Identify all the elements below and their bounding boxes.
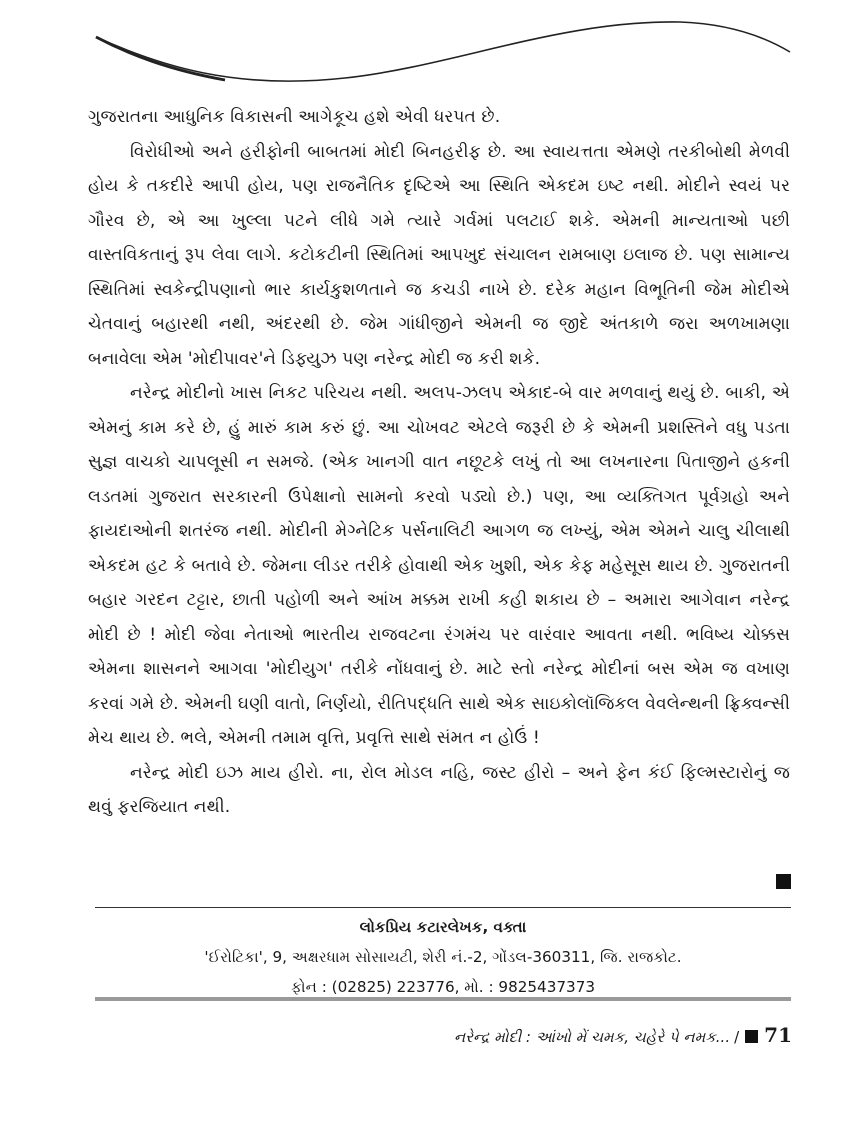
author-address: 'ઈરોટિકા', 9, અક્ષરધામ સોસાયટી, શેરી નં.-2, ગોંડલ-360311, જિ. રાજકોટ. [204,948,682,966]
top-wave-ornament [0,0,858,110]
author-info [95,912,791,1002]
footer-square-icon [745,1030,758,1043]
article-body [88,100,790,825]
paragraph-hero: નરેન્દ્ર મોદી ઇઝ માય હીરો. ના, રોલ મોડલ નહિ, જસ્ટ હીરો – અને ફેન કંઈ ફિલ્મસ્ટારોનું જ થવું ફરજિયાત નથી. [88,762,790,817]
paragraph-acquaintance: નરેન્દ્ર મોદીનો ખાસ નિકટ પરિચય નથી. અલપ-ઝલપ એકાદ-બે વાર મળવાનું થયું છે. બાકી, એ એમનું કામ કરે છે, હું મારું કામ કરું છું. આ ચોખવટ એટલે જરૂરી છે કે એમની પ્રશસ્તિને વધુ પડતા સુજ્ઞ વાચકો ચાપલૂસી ન સમજે. (એક ખાનગી વાત નછૂટકે લખું તો આ લખનારના પિતાજીને હકની લડતમાં ગુજરાત સરકારની ઉપેક્ષાનો સામનો કરવો પડ્યો છે.) પણ, આ વ્યક્તિગત પૂર્વગ્રહો અને ફાયદાઓની શતરંજ નથી. મોદીની મેગ્નેટિક પર્સનાલિટી આગળ જ લખ્યું, એમ એમને ચાલુ ચીલાથી એકદમ હટ કે બતાવે છે. જેમના લીડર તરીકે હોવાથી એક ખુશી, એક કેફ મહેસૂસ થાય છે. ગુજરાતની બહાર ગરદન ટટ્ટાર, છાતી પહોળી અને આંખ મક્કમ રાખી કહી શકાય છે – અમારા આગેવાન નરેન્દ્ર મોદી છે ! મોદી જેવા નેતાઓ ભારતીય રાજવટના રંગમંચ પર વારંવાર આવતા નથી. ભવિષ્ય ચોક્કસ એમના શાસનને આગવા 'મોદીયુગ' તરીકે નોંધવાનું છે. માટે સ્તો નરેન્દ્ર મોદીનાં બસ એમ જ વખાણ કરવાં ગમે છે. એમની ઘણી વાતો, નિર્ણયો, રીતિપદ્ધતિ સાથે એક સાઇકોલૉજિકલ વેવલેન્થની ફ્રિક્વન્સી મેચ થાય છે. ભલે, એમની તમામ વૃત્તિ, પ્રવૃત્તિ સાથે સંમત ન હોઉં ! [88,383,790,748]
paragraph-continuation: ગુજરાતના આધુનિક વિકાસની આગેકૂચ હશે એવી ધરપત છે. [88,107,501,127]
end-of-article-square-icon [776,874,791,889]
author-title: લોકપ્રિય કટારલેખક, વક્તા [359,918,527,936]
footer-separator: / [734,1028,740,1046]
author-divider-top [95,907,791,908]
page-footer [454,1022,792,1050]
running-title: નરેન્દ્ર મોદી : આંખો મેં ચમક, ચહેરે પે નમક... [454,1028,731,1046]
paragraph-opponents: વિરોધીઓ અને હરીફોની બાબતમાં મોદી બિનહરીફ છે. આ સ્વાયત્તતા એમણે તરકીબોથી મેળવી હોય કે તકદીરે આપી હોય, પણ રાજનૈતિક દૃષ્ટિએ આ સ્થિતિ એકદમ ઇષ્ટ નથી. મોદીને સ્વયં પર ગૌરવ છે, એ આ ખુલ્લા પટને લીધે ગમે ત્યારે ગર્વમાં પલટાઈ શકે. એમની માન્યતાઓ પછી વાસ્તવિકતાનું રૂપ લેવા લાગે. કટોકટીની સ્થિતિમાં આપખુદ સંચાલન રામબાણ ઇલાજ છે. પણ સામાન્ય સ્થિતિમાં સ્વકેન્દ્રીપણાનો ભાર કાર્યકુશળતાને જ કચડી નાખે છે. દરેક મહાન વિભૂતિની જેમ મોદીએ ચેતવાનું બહારથી નથી, અંદરથી છે. જેમ ગાંધીજીને એમની જ જીદે અંતકાળે જરા અળખામણા બનાવેલા એમ 'મોદીપાવર'ને ડિફ્યુઝ પણ નરેન્દ્ર મોદી જ કરી શકે. [88,141,790,369]
page-number: 71 [764,1023,792,1047]
author-phone: ફોન : (02825) 223776, મો. : 9825437373 [290,978,596,996]
author-divider-bottom [95,997,791,1001]
